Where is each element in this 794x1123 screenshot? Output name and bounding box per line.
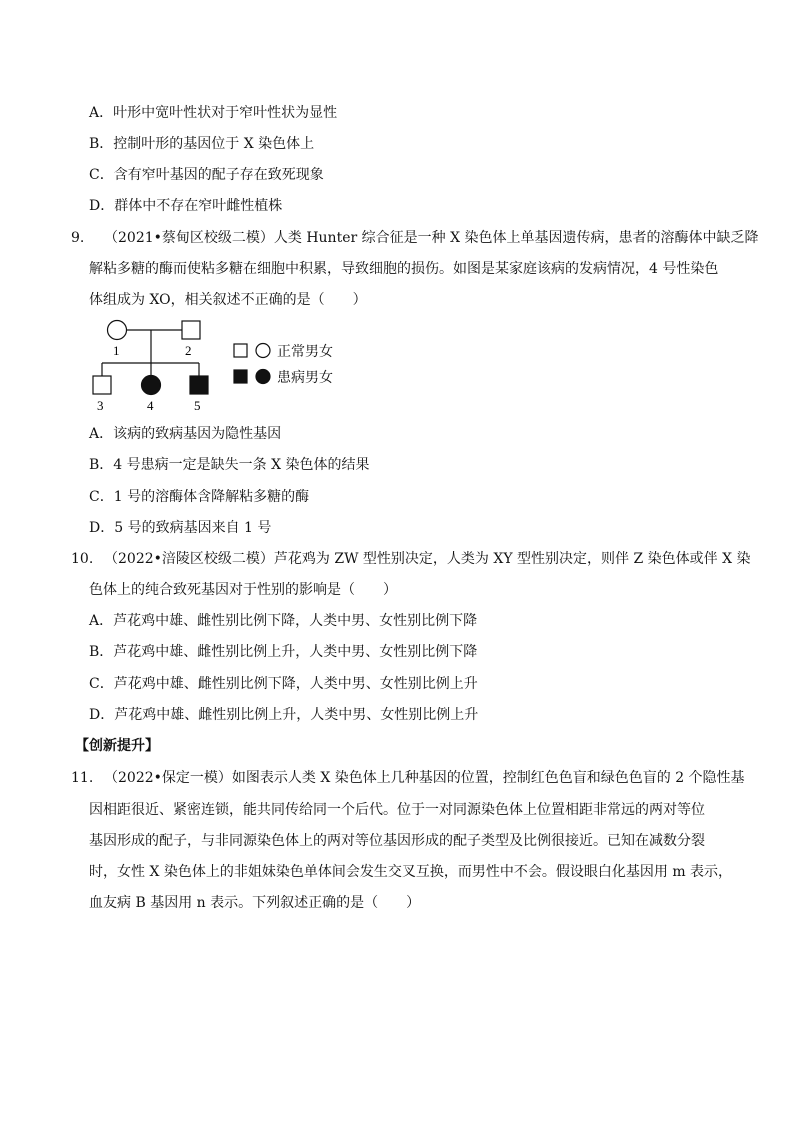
- q10-option-c: C．芦花鸡中雄、雌性别比例下降，人类中男、女性别比例上升: [89, 676, 478, 692]
- pedigree-label-1: 1: [113, 343, 120, 358]
- q9-stem-line-3: 体组成为 XO，相关叙述不正确的是（ ）: [89, 292, 367, 308]
- pedigree-individual-1-female-normal: [108, 321, 127, 340]
- legend-normal-female-icon: [256, 344, 270, 358]
- pedigree-label-5: 5: [194, 398, 201, 413]
- q11-stem-line-4: 时，女性 X 染色体上的非姐妹染色单体间会发生交叉互换，而男性中不会。假设眼白化基因用 m 表示，: [89, 864, 733, 880]
- legend-affected-label: 患病男女: [277, 370, 333, 386]
- q10-option-a: A．芦花鸡中雄、雌性别比例下降，人类中男、女性别比例下降: [89, 613, 478, 629]
- pedigree-label-3: 3: [97, 398, 104, 413]
- pedigree-label-4: 4: [147, 398, 154, 413]
- legend-normal-male-icon: [234, 344, 247, 357]
- pedigree-chart: [86, 314, 346, 414]
- pedigree-individual-3-male-normal: [93, 376, 111, 394]
- q8-option-c: C．含有窄叶基因的配子存在致死现象: [89, 167, 324, 183]
- q11-stem-line-2: 因相距很近、紧密连锁，能共同传给同一个后代。位于一对同源染色体上位置相距非常远的两对等位: [89, 802, 705, 818]
- pedigree-individual-5-male-affected: [190, 376, 208, 394]
- pedigree-label-2: 2: [185, 343, 192, 358]
- section-title: 【创新提升】: [75, 738, 159, 754]
- q10-option-d: D．芦花鸡中雄、雌性别比例上升，人类中男、女性别比例上升: [89, 707, 479, 723]
- q9-option-a: A．该病的致病基因为隐性基因: [89, 426, 282, 442]
- pedigree-individual-2-male-normal: [182, 321, 200, 339]
- q10-stem-line-1: （2022•涪陵区校级二模）芦花鸡为 ZW 型性别决定，人类为 XY 型性别决定，则伴 Z 染色体或伴 X 染: [104, 551, 751, 567]
- q9-option-b: B．4 号患病一定是缺失一条 X 染色体的结果: [89, 457, 370, 473]
- q10-stem-line-2: 色体上的纯合致死基因对于性别的影响是（ ）: [89, 582, 397, 598]
- q9-option-c: C．1 号的溶酶体含降解粘多糖的酶: [89, 489, 310, 505]
- q11-stem-line-3: 基因形成的配子，与非同源染色体上的两对等位基因形成的配子类型及比例很接近。已知在减数分裂: [89, 833, 705, 849]
- q9-option-d: D．5 号的致病基因来自 1 号: [89, 520, 272, 536]
- q11-stem-line-1: （2022•保定一模）如图表示人类 X 染色体上几种基因的位置，控制红色色盲和绿色色盲的 2 个隐性基: [104, 770, 745, 786]
- q8-option-a: A．叶形中宽叶性状对于窄叶性状为显性: [89, 105, 338, 121]
- q8-option-d: D．群体中不存在窄叶雌性植株: [89, 198, 283, 214]
- q10-number: 10.: [71, 551, 94, 567]
- q8-option-b: B．控制叶形的基因位于 X 染色体上: [89, 136, 315, 152]
- q9-stem-line-2: 解粘多糖的酶而使粘多糖在细胞中积累，导致细胞的损伤。如图是某家庭该病的发病情况，4 号性染色: [89, 261, 719, 277]
- q9-stem-line-1: （2021•蔡甸区校级二模）人类 Hunter 综合征是一种 X 染色体上单基因遗传病，患者的溶酶体中缺乏降: [104, 230, 759, 246]
- legend-affected-male-icon: [234, 370, 247, 383]
- q11-stem-line-5: 血友病 B 基因用 n 表示。下列叙述正确的是（ ）: [89, 895, 421, 911]
- legend-normal-label: 正常男女: [277, 344, 333, 360]
- q10-option-b: B．芦花鸡中雄、雌性别比例上升，人类中男、女性别比例下降: [89, 644, 478, 660]
- q9-number: 9.: [71, 230, 85, 246]
- pedigree-individual-4-female-affected: [142, 376, 161, 395]
- legend-affected-female-icon: [256, 370, 270, 384]
- q11-number: 11.: [71, 770, 94, 786]
